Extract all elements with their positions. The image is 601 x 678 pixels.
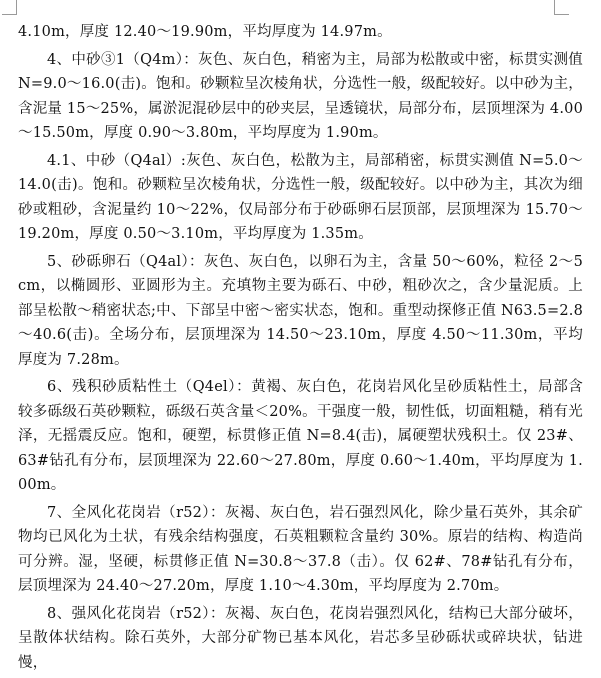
paragraph-layer-4-1-medium-sand: 4.1、中砂（Q4al）:灰色、灰白色，松散为主，局部稍密，标贯实测值 N=5.0～14.0(击)。饱和。砂颗粒呈次棱角状，分选性一般，级配较好。以中砂为主，其次为细砂或粗砂，含泥量约 10～22%，仅局部分布于砂砾卵石层顶部，层顶埋深为 15.70～19.20m，厚度 0.50～3.10m，平均厚度为 1.35m。 bbox=[18, 152, 583, 242]
paragraph-layer-6-residual-clay: 6、残积砂质粘性土（Q4el）：黄褐、灰白色，花岗岩风化呈砂质粘性土，局部含较多砾级石英砂颗粒，砾级石英含量＜20%。干强度一般，韧性低，切面粗糙，稍有光泽，无摇震反应。饱和，硬塑，标贯修正值 N=8.4(击)，属硬塑状残积土。仅 23#、63#钻孔有分布，层顶埋深为 22.60～27.80m，厚度 0.60～1.40m，平均厚度为 1.00m。 bbox=[18, 379, 583, 493]
paragraph-layer-5-sandy-gravel: 5、砂砾卵石（Q4al）：灰色、灰白色，以卵石为主，含量 50～60%，粒径 2～5cm，以椭圆形、亚圆形为主。充填物主要为砾石、中砂，粗砂次之，含少量泥质。上部呈松散～稍密状态;中、下部呈中密～密实状态，饱和。重型动探修正值 N63.5=2.8～40.6(击)。全场分布，层顶埋深为 14.50～23.10m，厚度 4.50～11.30m，平均厚度为 7.28m。 bbox=[18, 253, 583, 368]
margin-corner-mark-left bbox=[2, 0, 17, 15]
paragraph-layer-8-strongly-weathered-granite: 8、强风化花岗岩（r52）：灰褐、灰白色，花岗岩强烈风化，结构已大部分破坏，呈散体状结构。除石英外，大部分矿物已基本风化，岩芯多呈砂砾状或碎块状，钻进慢， bbox=[18, 605, 583, 671]
document-body bbox=[18, 20, 583, 678]
margin-corner-mark-right bbox=[554, 0, 569, 15]
paragraph-layer-7-fully-weathered-granite: 7、全风化花岗岩（r52）：灰褐、灰白色，岩石强烈风化，除少量石英外，其余矿物均已风化为土状，有残余结构强度，石英粗颗粒含量约 30%。原岩的结构、构造尚可分辨。湿，坚硬，标贯修正值 N=30.8～37.8（击）。仅 62#、78#钻孔有分布，层顶埋深为 24.40～27.20m，厚度 1.10～4.30m，平均厚度为 2.70m。 bbox=[18, 504, 583, 594]
paragraph-continuation: 4.10m，厚度 12.40～19.90m，平均厚度为 14.97m。 bbox=[18, 24, 392, 40]
paragraph-layer-4-medium-sand: 4、中砂③1（Q4m）：灰色、灰白色，稍密为主，局部为松散或中密，标贯实测值 N=9.0～16.0(击)。饱和。砂颗粒呈次棱角状，分选性一般，级配较好。以中砂为主，含泥量 15～25%，属淤泥混砂层中的砂夹层，呈透镜状，局部分布，层顶埋深为 4.00～15.50m，厚度 0.90～3.80m，平均厚度为 1.90m。 bbox=[18, 51, 583, 141]
